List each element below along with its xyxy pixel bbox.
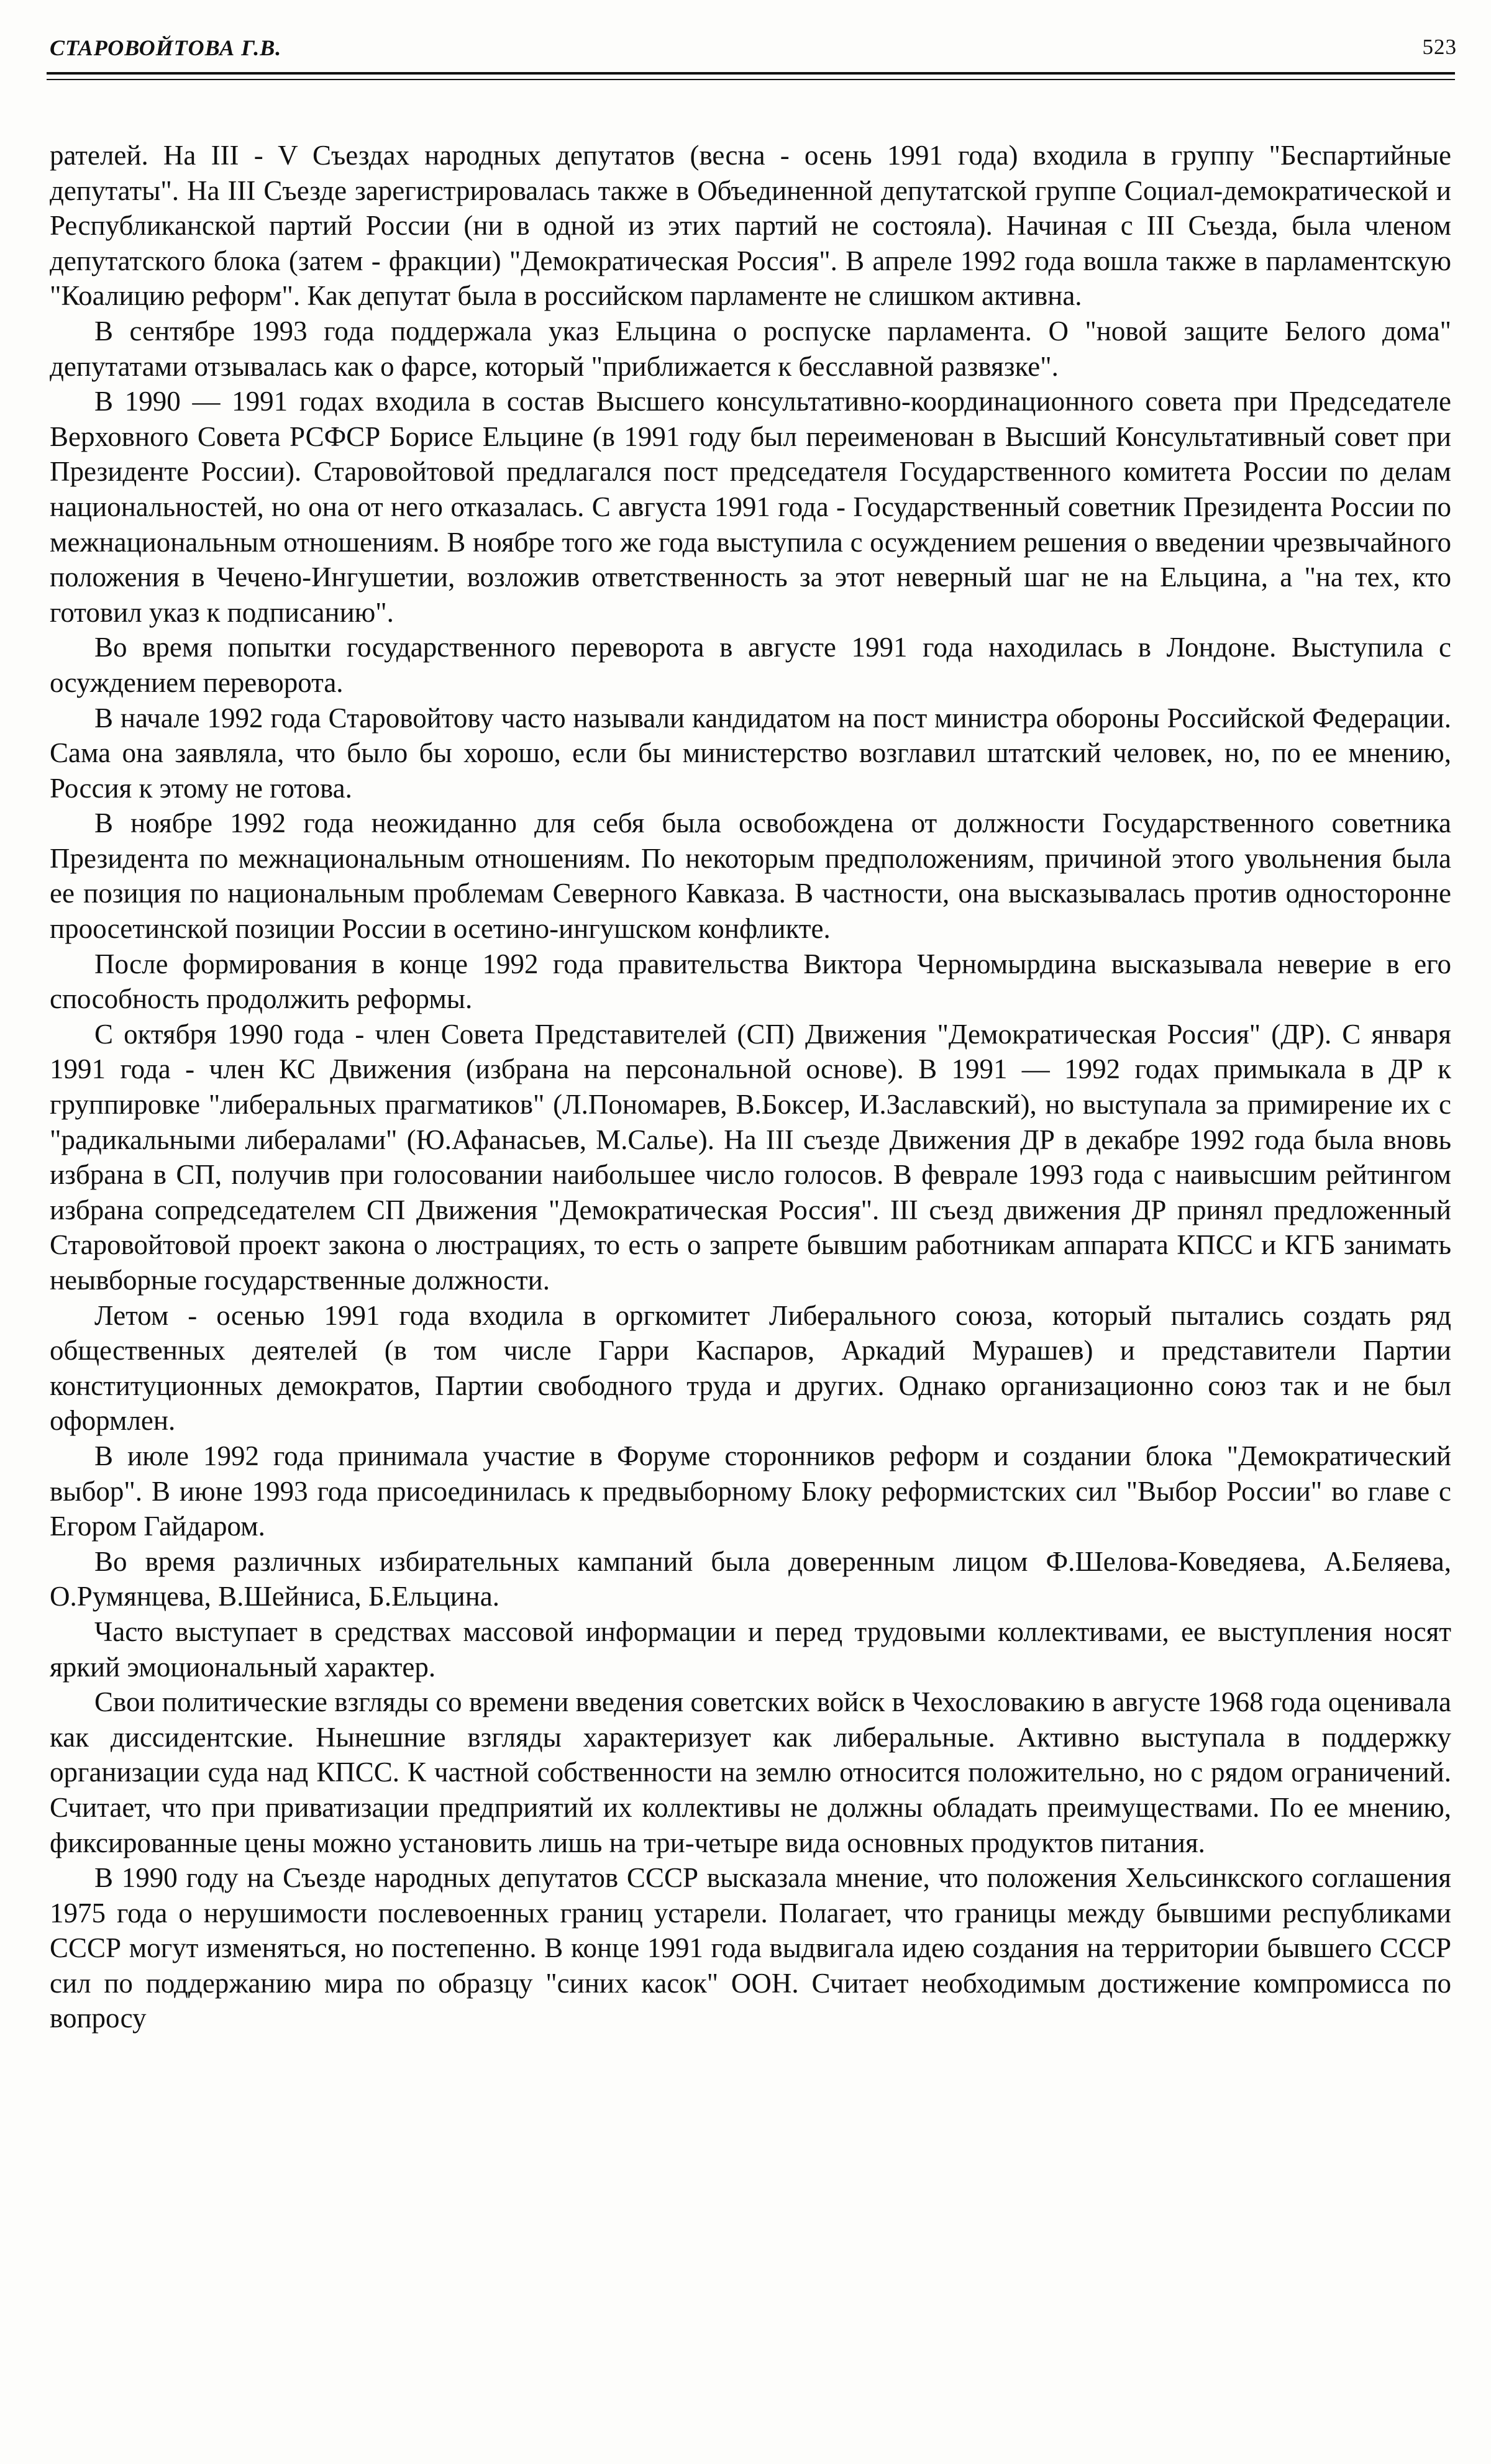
page-number: 523	[1422, 35, 1457, 59]
paragraph: В 1990 — 1991 годах входила в состав Высшего консультативно-координационного совета при Председателе Верховного Совета РСФСР Борисе Ельцине (в 1991 году был переименован в Высший Консультативный совет при Президенте России). Старовойтовой предлагался пост председателя Государственного комитета России по делам национальностей, но она от него отказалась. С августа 1991 года - Государственный советник Президента России по межнациональным отношениям. В ноябре того же года выступила с осуждением решения о введении чрезвычайного положения в Чечено-Ингушетии, возложив ответственность за этот неверный шаг не на Ельцина, а "на тех, кто готовил указ к подписанию".	[50, 386, 1451, 628]
paragraph: В 1990 году на Съезде народных депутатов СССР высказала мнение, что положения Хельсинкского соглашения 1975 года о нерушимости послевоенных границ устарели. Полагает, что границы между бывшими республиками СССР могут изменяться, но постепенно. В конце 1991 года выдвигала идею создания на территории бывшего СССР сил по поддержанию мира по образцу "синих касок" ООН. Считает необходимым достижение компромисса по вопросу	[50, 1862, 1451, 2034]
running-head	[50, 35, 1457, 72]
paragraph: В ноябре 1992 года неожиданно для себя была освобождена от должности Государственного советника Президента по межнациональным отношениям. По некоторым предположениям, причиной этого увольнения была ее позиция по национальным проблемам Северного Кавказа. В частности, она высказывалась против односторонне проосетинской позиции России в осетино-ингушском конфликте.	[50, 807, 1451, 945]
paragraph: рателей. На III - V Съездах народных депутатов (весна - осень 1991 года) входила в группу "Беспартийные депутаты". На III Съезде зарегистрировалась также в Объединенной депутатской группе Социал-демократической и Республиканской партий России (ни в одной из этих партий не состояла). Начиная с III Съезда, была членом депутатского блока (затем - фракции) "Демократическая Россия". В апреле 1992 года вошла также в парламентскую "Коалицию реформ". Как депутат была в российском парламенте не слишком активна.	[50, 140, 1451, 312]
paragraph: Во время различных избирательных кампаний была доверенным лицом Ф.Шелова-Коведяева, А.Беляева, О.Румянцева, В.Шейниса, Б.Ельцина.	[50, 1545, 1451, 1612]
paragraph: Летом - осенью 1991 года входила в оргкомитет Либерального союза, который пытались создать ряд общественных деятелей (в том числе Гарри Каспаров, Аркадий Мурашев) и представители Партии конституционных демократов, Партии свободного труда и других. Однако организационно союз так и не был оформлен.	[50, 1299, 1451, 1437]
header-rule-thick	[47, 72, 1455, 75]
paragraph: Часто выступает в средствах массовой информации и перед трудовыми коллективами, ее выступления носят яркий эмоциональный характер.	[50, 1616, 1451, 1683]
header-rule-thin	[47, 79, 1455, 80]
body-text	[50, 138, 1451, 2036]
running-head-author: СТАРОВОЙТОВА Г.В.	[50, 35, 282, 60]
paragraph: Свои политические взгляды со времени введения советских войск в Чехословакию в августе 1968 года оценивала как диссидентские. Нынешние взгляды характеризует как либеральные. Активно выступала в поддержку организации суда над КПСС. К частной собственности на землю относится положительно, но с рядом ограничений. Считает, что при приватизации предприятий их коллективы не должны обладать преимуществами. По ее мнению, фиксированные цены можно установить лишь на три-четыре вида основных продуктов питания.	[50, 1686, 1451, 1858]
paragraph: Во время попытки государственного переворота в августе 1991 года находилась в Лондоне. Выступила с осуждением переворота.	[50, 632, 1451, 698]
paragraph: После формирования в конце 1992 года правительства Виктора Черномырдина высказывала неверие в его способность продолжить реформы.	[50, 948, 1451, 1015]
paragraph: В начале 1992 года Старовойтову часто называли кандидатом на пост министра обороны Российской Федерации. Сама она заявляла, что было бы хорошо, если бы министерство возглавил штатский человек, но, по ее мнению, Россия к этому не готова.	[50, 702, 1451, 804]
paragraph: В июле 1992 года принимала участие в Форуме сторонников реформ и создании блока "Демократический выбор". В июне 1993 года присоединилась к предвыборному Блоку реформистских сил "Выбор России" во главе с Егором Гайдаром.	[50, 1440, 1451, 1542]
paragraph: С октября 1990 года - член Совета Представителей (СП) Движения "Демократическая Россия" (ДР). С января 1991 года - член КС Движения (избрана на персональной основе). В 1991 — 1992 годах примыкала в ДР к группировке "либеральных прагматиков" (Л.Пономарев, В.Боксер, И.Заславский), но выступала за примирение их с "радикальными либералами" (Ю.Афанасьев, М.Салье). На III съезде Движения ДР в декабре 1992 года была вновь избрана в СП, получив при голосовании наибольшее число голосов. В феврале 1993 года с наивысшим рейтингом избрана сопредседателем СП Движения "Демократическая Россия". III съезд движения ДР принял предложенный Старовойтовой проект закона о люстрациях, то есть о запрете бывшим работникам аппарата КПСС и КГБ занимать неывборные государственные должности.	[50, 1018, 1451, 1296]
paragraph: В сентябре 1993 года поддержала указ Ельцина о роспуске парламента. О "новой защите Белого дома" депутатами отзывалась как о фарсе, который "приближается к бесславной развязке".	[50, 315, 1451, 382]
